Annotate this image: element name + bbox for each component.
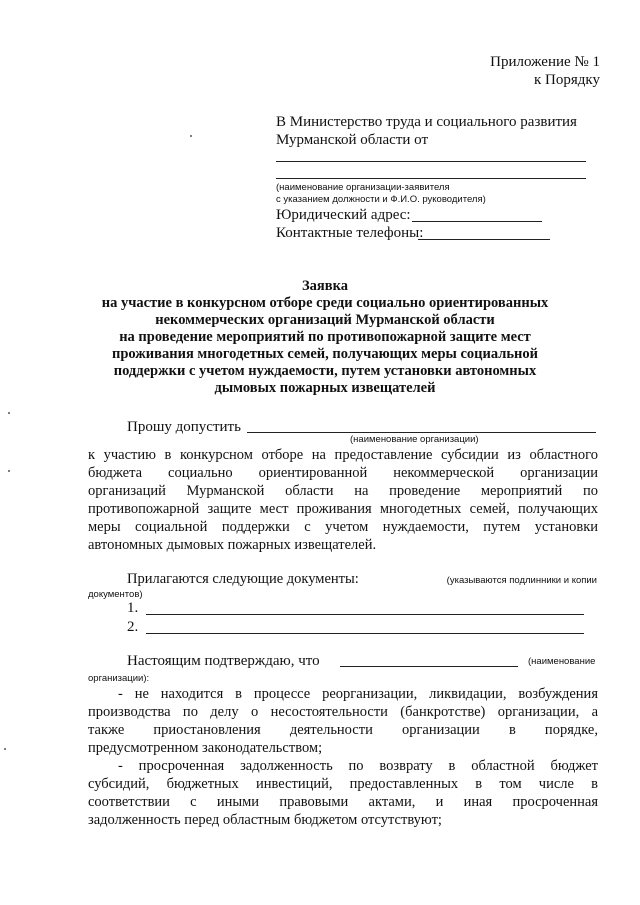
documents-note: (указываются подлинники и копии [446,575,597,586]
applicant-caption-2: с указанием должности и Ф.И.О. руководителя) [276,194,486,205]
document-item-number: 1. [127,600,139,616]
document-item-blank [146,633,584,634]
organization-caption: (наименование организации) [350,434,479,445]
paragraph-line: субсидий, бюджетных инвестиций, предоставленных в том числе в [88,776,598,792]
document-item-number: 2. [127,619,139,635]
paragraph-line: меры социальной поддержки с учетом нуждаемости, путем установки [88,519,598,535]
paragraph-line: предусмотренном законодательством; [88,740,323,756]
organization-blank [247,432,596,433]
confirm-organization-blank [340,666,518,667]
documents-note-continued: документов) [88,589,143,600]
addressee-line-2: Мурманской области от [276,132,429,148]
request-paragraph [88,446,598,554]
confirm-label: Настоящим подтверждаю, что [127,653,320,669]
order-reference: к Порядку [534,72,600,88]
confirm-item-1 [88,685,598,757]
paragraph-line: производства по делу о несостоятельности (банкротстве) организации, а [88,704,598,720]
title-line: дымовых пожарных извещателей [214,380,436,396]
legal-address-label: Юридический адрес: [276,207,411,223]
paragraph-line: соответствии с иными правовыми актами, и иная просроченная [88,794,598,810]
document-item-blank [146,614,584,615]
paragraph-line: к участию в конкурсном отборе на предоставление субсидии из областного [88,447,598,463]
paragraph-line: бюджета социально ориентированной некоммерческой организации [88,465,598,481]
addressee-line-1: В Министерство труда и социального развития [276,114,577,130]
title-line: на участие в конкурсном отборе среди социально ориентированных [101,295,549,311]
confirm-item-2 [88,757,598,829]
applicant-blank-2 [276,178,586,179]
paragraph-line: - не находится в процессе реорганизации, ликвидации, возбуждения [118,686,598,702]
legal-address-blank [412,221,542,222]
applicant-caption-1: (наименование организации-заявителя [276,182,450,193]
confirm-note: (наименование [528,656,596,667]
phones-label: Контактные телефоны: [276,225,424,241]
phones-blank [418,239,550,240]
paragraph-line: противопожарной защите мест проживания многодетных семей, получающих [88,501,598,517]
title-line: некоммерческих организаций Мурманской области [155,312,495,328]
title-line: на проведение мероприятий по противопожарной защите мест [119,329,531,345]
paragraph-line: - просроченная задолженность по возврату в областной бюджет [118,758,598,774]
appendix-label: Приложение № 1 [490,54,600,70]
paragraph-line: автономных дымовых пожарных извещателей. [88,537,377,553]
title-line: поддержки с учетом нуждаемости, путем установки автономных [113,363,537,379]
paragraph-line: организаций Мурманской области на проведение мероприятий по [88,483,598,499]
confirm-note-continued: организации): [88,673,150,684]
scan-speck [8,412,10,414]
scan-speck [190,135,192,137]
scan-speck [4,748,6,750]
paragraph-line: задолженность перед областным бюджетом отсутствуют; [88,812,442,828]
documents-label: Прилагаются следующие документы: [127,571,359,587]
scan-speck [8,470,10,472]
title-line: проживания многодетных семей, получающих меры социальной [111,346,538,362]
documents-header [127,571,597,588]
applicant-blank-1 [276,161,586,162]
document-heading: Заявка [302,278,348,294]
paragraph-line: также приостановления деятельности организации в порядке, [88,722,598,738]
request-label: Прошу допустить [127,419,241,435]
